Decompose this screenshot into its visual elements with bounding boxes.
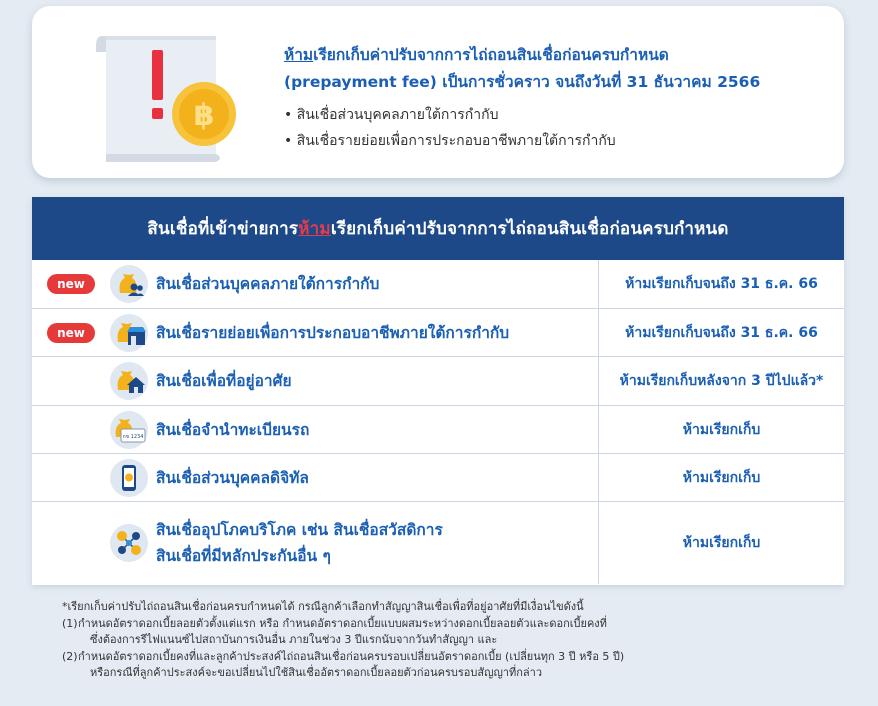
table-title-suffix: เรียกเก็บค่าปรับจากการไถ่ถอนสินเชื่อก่อนครบกำหนด — [330, 219, 729, 239]
footnotes — [62, 599, 852, 682]
loan-name: สินเชื่อส่วนบุคคลภายใต้การกำกับ — [156, 275, 380, 293]
footnote-item — [62, 616, 852, 649]
mobile-phone-icon — [110, 459, 148, 497]
notice-bullet: • สินเชื่อส่วนบุคคลภายใต้การกำกับ — [284, 102, 824, 128]
prepayment-status: ห้ามเรียกเก็บ — [598, 406, 844, 453]
money-bag-house-icon — [110, 362, 148, 400]
table-row — [32, 309, 844, 357]
license-plate-icon — [110, 411, 148, 449]
footnote-line: กำหนดอัตราดอกเบี้ยลอยตัวตั้งแต่แรก หรือ กำหนดอัตราดอกเบี้ยแบบผสมระหว่างดอกเบี้ยลอยตัวและดอกเบี้ยคงที่ — [78, 616, 607, 630]
notice-headline — [284, 42, 824, 96]
notice-card — [32, 6, 844, 178]
loan-name: สินเชื่อเพื่อที่อยู่อาศัย — [156, 372, 292, 390]
notice-bullet: • สินเชื่อรายย่อยเพื่อการประกอบอาชีพภายใต้การกำกับ — [284, 128, 824, 154]
table-row — [32, 454, 844, 502]
prepayment-status: ห้ามเรียกเก็บหลังจาก 3 ปีไปแล้ว* — [598, 357, 844, 405]
loan-name-line-1: สินเชื่ออุปโภคบริโภค เช่น สินเชื่อสวัสดิการ — [156, 521, 443, 539]
footnote-intro: *เรียกเก็บค่าปรับไถ่ถอนสินเชื่อก่อนครบกำหนดได้ กรณีลูกค้าเลือกทำสัญญาสินเชื่อเพื่อที่อยู่อาศัยที่มีเงื่อนไขดังนี้ — [62, 600, 584, 613]
footnote-line: กำหนดอัตราดอกเบี้ยคงที่และลูกค้าประสงค์ไถ่ถอนสินเชื่อก่อนครบรอบเปลี่ยนอัตราดอกเบี้ย (เปลี่ยนทุก 3 ปี หรือ 5 ปี) — [78, 649, 625, 663]
footnote-number: (1) — [62, 616, 78, 630]
loan-name-line-2: สินเชื่อที่มีหลักประกันอื่น ๆ — [156, 547, 331, 565]
loan-name — [156, 517, 596, 569]
loan-table — [32, 197, 844, 585]
table-row — [32, 260, 844, 309]
notice-bullet-list — [284, 102, 824, 154]
loan-name: สินเชื่อรายย่อยเพื่อการประกอบอาชีพภายใต้การกำกับ — [156, 323, 510, 342]
table-row — [32, 357, 844, 406]
document-warning-coin-icon — [92, 22, 252, 167]
loan-name: สินเชื่อส่วนบุคคลดิจิทัล — [156, 468, 309, 487]
footnote-number: (2) — [62, 649, 78, 663]
footnote-line: หรือกรณีที่ลูกค้าประสงค์จะขอเปลี่ยนไปใช้สินเชื่ออัตราดอกเบี้ยลอยตัวก่อนครบรอบสัญญาที่กล่าว — [90, 666, 543, 679]
new-badge: new — [47, 274, 95, 294]
plate-text: กข 1234 — [122, 433, 144, 440]
footnote-item — [62, 649, 852, 682]
prepayment-status: ห้ามเรียกเก็บจนถึง 31 ธ.ค. 66 — [598, 309, 844, 356]
svg-text:฿: ฿ — [193, 98, 215, 133]
table-row — [32, 502, 844, 584]
footnote-line: ซึ่งต้องการรีไฟแนนซ์ไปสถาบันการเงินอื่น ภายในช่วง 3 ปีแรกนับจากวันทำสัญญา และ — [90, 633, 498, 646]
new-badge: new — [47, 323, 95, 343]
headline-text-2: (prepayment fee) เป็นการชั่วคราว จนถึงวันที่ 31 ธันวาคม 2566 — [284, 73, 761, 91]
headline-text-1: เรียกเก็บค่าปรับจากการไถ่ถอนสินเชื่อก่อนครบกำหนด — [313, 46, 669, 64]
headline-emphasis: ห้าม — [284, 46, 314, 64]
prepayment-status: ห้ามเรียกเก็บจนถึง 31 ธ.ค. 66 — [598, 260, 844, 308]
table-row — [32, 406, 844, 454]
loan-name: สินเชื่อจำนำทะเบียนรถ — [156, 420, 310, 439]
table-title-prefix: สินเชื่อที่เข้าข่ายการ — [147, 219, 299, 239]
table-title — [32, 197, 844, 260]
money-bag-people-icon — [110, 265, 148, 303]
money-bag-shop-icon — [110, 314, 148, 352]
prepayment-status: ห้ามเรียกเก็บ — [598, 502, 844, 584]
coins-network-icon — [110, 524, 148, 562]
table-title-highlight: ห้าม — [298, 219, 331, 239]
prepayment-status: ห้ามเรียกเก็บ — [598, 454, 844, 501]
